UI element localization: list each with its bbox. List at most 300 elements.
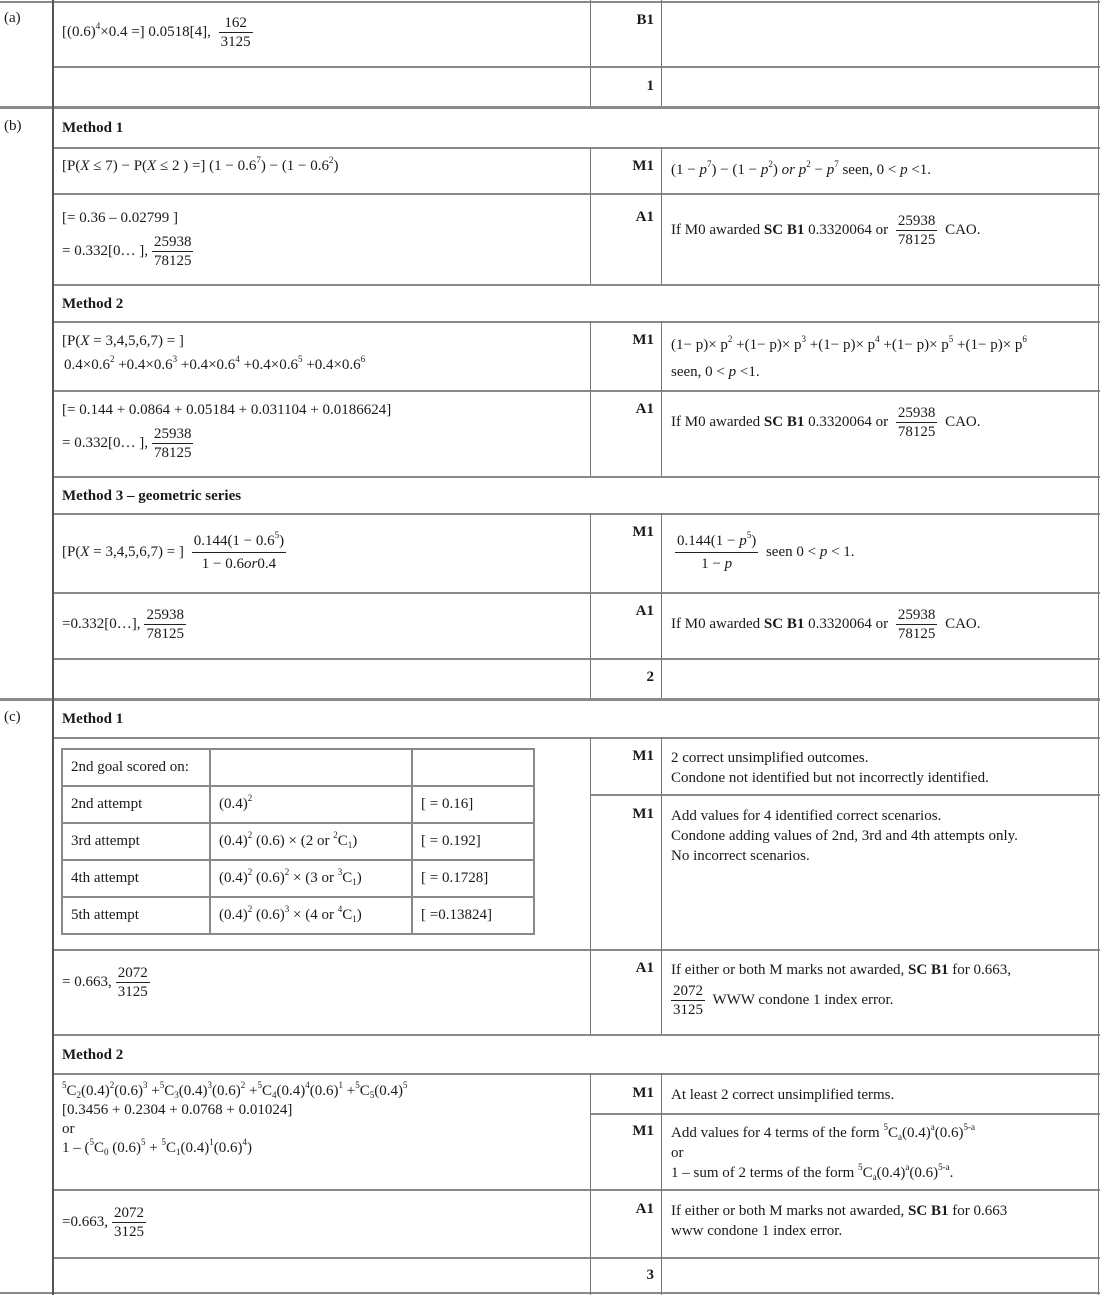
expr: − — [810, 162, 827, 178]
exponent: 5 — [274, 530, 280, 540]
exponent: a — [930, 1122, 935, 1132]
exponent: 5 — [883, 1122, 888, 1132]
var: p — [819, 543, 828, 560]
rule — [661, 321, 662, 476]
expr-cell: $(0.4)^2$ $(0.6)^3 \times (4$ or $^4C_1$) — [210, 897, 412, 934]
text: CAO. — [941, 413, 981, 430]
guidance — [671, 160, 931, 180]
table-header-row — [62, 749, 534, 786]
attempt-cell: 5th attempt — [62, 897, 210, 934]
mark: A1 — [635, 401, 654, 417]
expr: (0.6) — [309, 1083, 339, 1099]
text: or — [671, 1145, 684, 1161]
table-row — [62, 823, 534, 860]
exponent: 4 — [235, 354, 240, 364]
text: <1. — [736, 364, 760, 380]
var: p — [900, 162, 908, 178]
exponent: 2 — [806, 159, 811, 169]
fraction — [112, 1204, 146, 1241]
mark: M1 — [632, 748, 654, 764]
term — [732, 334, 807, 353]
mark: M1 — [632, 524, 654, 540]
expr: <1. — [907, 162, 932, 178]
expr: (0.6) — [252, 907, 285, 923]
scenario-table — [61, 748, 535, 935]
expr: (1 − — [671, 162, 700, 178]
rule — [590, 1113, 1100, 1115]
text: If either or both M marks not awarded, — [671, 962, 909, 978]
denominator — [192, 553, 286, 575]
rule — [52, 284, 1100, 286]
exponent: 2 — [247, 793, 253, 803]
term — [239, 354, 303, 373]
var: p — [728, 364, 737, 380]
table-header — [412, 749, 534, 786]
expr: [P( — [62, 543, 81, 560]
text: CAO. — [941, 615, 981, 632]
expr: (0.4) — [276, 1083, 306, 1099]
numerator: 25938 — [897, 213, 936, 229]
expr: C — [165, 1140, 176, 1156]
subscript: 0 — [104, 1147, 109, 1157]
rule — [52, 737, 1100, 739]
expr: +(1− p)× p — [953, 337, 1023, 353]
value-cell: [ = 0.1728] — [412, 860, 534, 897]
expr: +(1− p)× p — [732, 337, 802, 353]
value-cell: [ = 0.192] — [412, 823, 534, 860]
working-b-m3-2 — [62, 606, 190, 643]
exponent: 5 — [62, 1080, 67, 1090]
subscript: 1 — [352, 877, 357, 887]
var: p — [724, 556, 733, 572]
expr: +0.4×0.6 — [302, 357, 361, 373]
expr: = 0.332[0… ], — [62, 434, 148, 451]
exponent: 4 — [337, 904, 343, 914]
rule — [52, 1034, 1100, 1036]
working-c-m2-result — [62, 1204, 150, 1241]
term — [953, 334, 1027, 353]
expr: (0.4) — [219, 870, 248, 886]
text: SC B1 — [763, 221, 805, 238]
text: 2 correct unsimplified outcomes. — [671, 750, 869, 766]
fraction — [671, 982, 705, 1019]
var: X — [80, 543, 90, 560]
numerator: 25938 — [153, 234, 192, 250]
guidance-line2 — [671, 362, 760, 382]
working-b-m1-2: [= 0.36 – 0.02799 ] — [62, 210, 178, 226]
fraction — [152, 425, 194, 462]
expr: [(0.6) — [62, 23, 96, 40]
exponent: 4 — [242, 1137, 247, 1147]
numerator: 2072 — [113, 1205, 144, 1221]
exponent: 5-a — [938, 1162, 950, 1172]
expr: C — [66, 1083, 77, 1099]
expr: ) − (1 − — [711, 162, 761, 178]
expr: 0.4×0.6 — [64, 357, 110, 373]
guidance — [671, 1123, 975, 1183]
working-b-m1-3 — [62, 233, 197, 270]
question-label-a: (a) — [4, 10, 21, 26]
exponent: a — [905, 1162, 910, 1172]
rule — [0, 106, 1100, 109]
expr: (0.6) × (2 or — [252, 833, 334, 849]
exponent: 6 — [360, 354, 366, 364]
text: SC B1 — [763, 615, 805, 632]
working-b-m2-1 — [62, 331, 184, 351]
text: If either or both M marks not awarded, — [671, 1203, 909, 1219]
text: seen 0 < — [762, 543, 820, 560]
rule — [590, 147, 591, 284]
exponent: 5 — [858, 1162, 863, 1172]
text: (0.4) — [901, 1125, 931, 1141]
exponent: 2 — [247, 904, 253, 914]
subscript: 5 — [369, 1090, 375, 1100]
text: (0.6) — [934, 1125, 964, 1141]
text: for 0.663 — [948, 1203, 1008, 1219]
expr: 0.4 — [257, 556, 277, 572]
rule — [590, 737, 591, 1034]
text: Add values for 4 terms of the form — [671, 1125, 884, 1141]
var: p — [739, 533, 747, 549]
table-row — [62, 897, 534, 934]
rule — [52, 513, 1100, 515]
exponent: 3 — [337, 867, 343, 877]
expr: = 3,4,5,6,7) = ] — [89, 543, 184, 560]
guidance — [671, 748, 989, 788]
expr: × (4 or — [289, 907, 338, 923]
total-a: 1 — [646, 78, 654, 94]
exponent: 2 — [247, 830, 253, 840]
exponent: 2 — [329, 155, 334, 165]
expr: (0.6) — [213, 1140, 243, 1156]
rule — [0, 1, 1100, 3]
working-b-m2-3: [= 0.144 + 0.0864 + 0.05184 + 0.031104 + 0.0186624] — [62, 402, 392, 418]
exponent: 5 — [402, 1080, 408, 1090]
table-header — [210, 749, 412, 786]
numerator: 162 — [219, 14, 253, 33]
expr: seen, 0 < — [838, 162, 901, 178]
attempt-cell: 3rd attempt — [62, 823, 210, 860]
expr: ) — [247, 1140, 252, 1156]
expr: =0.332[0…], — [62, 615, 141, 632]
numerator: 2072 — [117, 965, 148, 981]
fraction — [896, 212, 938, 249]
rule — [590, 1073, 591, 1295]
method-heading: Method 3 – geometric series — [62, 488, 242, 504]
fraction — [144, 606, 186, 643]
var: p — [760, 162, 769, 178]
expr: +(1− p)× p — [806, 337, 876, 353]
denominator: 78125 — [146, 626, 184, 642]
fraction — [192, 530, 286, 575]
exponent: 2 — [247, 867, 253, 877]
expr: (0.4) — [374, 1083, 403, 1099]
rule — [661, 0, 662, 106]
expr: ) — [772, 162, 782, 178]
exponent: 1 — [209, 1137, 214, 1147]
value-cell: [ =0.13824] — [412, 897, 534, 934]
rule — [52, 476, 1100, 478]
denominator: 78125 — [153, 253, 192, 269]
var: p — [798, 162, 807, 178]
plus-sign: + — [245, 1083, 258, 1099]
mark: M1 — [632, 1123, 654, 1139]
text: 0.3320064 or — [804, 615, 892, 632]
exponent: 4 — [305, 1080, 310, 1090]
expr: [P( — [62, 158, 81, 174]
expr: C — [337, 833, 348, 849]
text: seen, 0 < — [671, 364, 729, 380]
fraction — [219, 14, 253, 51]
subscript: 4 — [271, 1090, 277, 1100]
term — [114, 354, 178, 373]
guidance: At least 2 correct unsimplified terms. — [671, 1087, 895, 1103]
rule — [52, 66, 1100, 68]
working-b-m2-4 — [62, 425, 197, 462]
mark: M1 — [632, 1085, 654, 1101]
working-a — [62, 14, 257, 51]
var: p — [826, 162, 835, 178]
expr: ) — [356, 870, 362, 886]
numerator: 25938 — [146, 607, 184, 623]
working-c-m1-result — [62, 964, 154, 1001]
working-b-m1-1 — [62, 156, 339, 176]
subscript: a — [872, 1172, 877, 1182]
exponent: 5-a — [963, 1122, 975, 1132]
expr: ) — [279, 533, 285, 549]
numerator: 25938 — [897, 405, 936, 421]
exponent: 3 — [284, 904, 290, 914]
expr: (0.4) — [81, 1083, 110, 1099]
term — [671, 334, 733, 353]
expr-line — [62, 1139, 407, 1158]
rule — [52, 0, 54, 1295]
or: or — [243, 556, 258, 572]
expr: = 0.663, — [62, 973, 112, 990]
mark: A1 — [635, 209, 654, 225]
guidance — [671, 960, 1011, 1019]
subscript: 1 — [347, 840, 353, 850]
expr: 1 – ( — [62, 1140, 90, 1156]
expr: [P( — [62, 333, 81, 349]
numerator: 25938 — [897, 607, 936, 623]
exponent: 2 — [333, 830, 338, 840]
text: Condone not identified but not incorrectly identified. — [671, 770, 989, 786]
expr: × (3 or — [289, 870, 338, 886]
expr: C — [359, 1083, 370, 1099]
guidance — [671, 212, 981, 249]
rule — [52, 658, 1100, 660]
expr: ≤ 2 ) =] (1 − 0.6 — [156, 158, 257, 174]
guidance — [671, 530, 855, 575]
var: p — [699, 162, 707, 178]
term — [64, 354, 115, 373]
table-header: 2nd goal scored on: — [62, 749, 210, 786]
exponent: 3 — [143, 1080, 148, 1090]
text: WWW condone 1 index error. — [709, 991, 894, 1008]
exponent: 3 — [172, 354, 178, 364]
denominator: 78125 — [897, 626, 936, 642]
exponent: 5 — [355, 1080, 360, 1090]
rule — [661, 1073, 662, 1295]
mark: M1 — [632, 332, 654, 348]
rule — [0, 1292, 1100, 1294]
exponent: 5 — [89, 1137, 94, 1147]
exponent: 2 — [109, 1080, 115, 1090]
attempt-cell: 4th attempt — [62, 860, 210, 897]
denominator: 78125 — [897, 232, 936, 248]
guidance — [671, 404, 981, 441]
working-b-m2-2 — [64, 355, 365, 375]
exponent: 2 — [727, 334, 733, 344]
exponent: 3 — [801, 334, 807, 344]
expr: 1 − 0.6 — [201, 556, 244, 572]
expr: C — [261, 1083, 272, 1099]
expr: (0.4) — [178, 1083, 208, 1099]
exponent: 5 — [141, 1137, 146, 1147]
rule — [52, 592, 1100, 594]
expr: + — [145, 1140, 162, 1156]
expr: +0.4×0.6 — [114, 357, 173, 373]
working-b-m3-1 — [62, 530, 290, 575]
exponent: 7 — [256, 155, 261, 165]
method-heading: Method 2 — [62, 296, 124, 312]
subscript: 2 — [76, 1090, 82, 1100]
exponent: 5 — [746, 530, 752, 540]
denominator: 78125 — [897, 424, 936, 440]
expr: +0.4×0.6 — [239, 357, 298, 373]
expr: (1− p)× p — [671, 337, 728, 353]
exponent: 4 — [95, 20, 101, 31]
numerator — [192, 530, 286, 553]
subscript: 1 — [352, 914, 357, 924]
expr: (0.4) — [180, 1140, 210, 1156]
numerator: 2072 — [673, 983, 703, 999]
guidance — [671, 806, 1018, 866]
text: No incorrect scenarios. — [671, 848, 810, 864]
denominator: 3125 — [113, 1224, 144, 1240]
rule — [590, 794, 1100, 796]
text: for 0.663, — [948, 962, 1011, 978]
text: Condone adding values of 2nd, 3rd and 4th attempts only. — [671, 828, 1018, 844]
subscript: 1 — [176, 1147, 181, 1157]
exponent: 5 — [948, 334, 954, 344]
subscript: a — [897, 1132, 902, 1142]
exponent: 4 — [875, 334, 880, 344]
exponent: 1 — [338, 1080, 343, 1090]
text: Add values for 4 identified correct scenarios. — [671, 808, 942, 824]
term — [177, 354, 240, 373]
subscript: 3 — [174, 1090, 179, 1100]
rule — [52, 949, 1100, 951]
method-heading: Method 1 — [62, 711, 124, 727]
expr: (0.6) — [108, 1140, 142, 1156]
question-label-c: (c) — [4, 709, 21, 725]
exponent: 7 — [834, 159, 839, 169]
expr: ) — [333, 158, 339, 174]
var: X — [147, 158, 157, 174]
fraction — [896, 606, 938, 643]
text: SC B1 — [908, 962, 949, 978]
table-row — [62, 786, 534, 823]
rule — [52, 321, 1100, 323]
text: If M0 awarded — [671, 615, 764, 632]
method-heading: Method 1 — [62, 120, 124, 136]
expr: = 3,4,5,6,7) = ] — [89, 333, 184, 349]
expr: (0.6) — [114, 1083, 144, 1099]
fraction — [116, 964, 150, 1001]
plus-sign: + — [147, 1083, 160, 1099]
expr: ) — [352, 833, 358, 849]
rule — [52, 1189, 1100, 1191]
total-b: 2 — [646, 669, 654, 685]
expr-cell: $(0.4)^2$ $(0.6)^2 \times (3$ or $^3C_1$) — [210, 860, 412, 897]
exponent: 2 — [284, 867, 290, 877]
exponent: 5 — [159, 1080, 165, 1090]
numerator — [675, 530, 758, 553]
expr-line: [0.3456 + 0.2304 + 0.0768 + 0.01024] — [62, 1102, 293, 1118]
text: SC B1 — [908, 1203, 949, 1219]
expr: C — [94, 1140, 105, 1156]
mark: A1 — [635, 960, 654, 976]
numerator: 25938 — [153, 426, 192, 442]
exponent: 5 — [257, 1080, 262, 1090]
rule — [52, 390, 1100, 392]
text: www condone 1 index error. — [671, 1223, 843, 1239]
text: (0.4) — [876, 1165, 906, 1181]
or: or — [781, 162, 795, 178]
expr-cell — [210, 786, 412, 823]
expr: +0.4×0.6 — [177, 357, 236, 373]
text: C — [862, 1165, 873, 1181]
denominator: 3125 — [673, 1002, 703, 1018]
text: . — [949, 1165, 954, 1181]
text: 1 – sum of 2 terms of the form — [671, 1165, 859, 1181]
expr: +(1− p)× p — [879, 337, 949, 353]
text: (0.6) — [909, 1165, 939, 1181]
rule — [1098, 0, 1099, 1295]
exponent: 5 — [161, 1137, 166, 1147]
guidance — [671, 335, 1027, 355]
text: If M0 awarded — [671, 413, 764, 430]
rule — [590, 0, 591, 106]
rule — [52, 1257, 1100, 1259]
expr: ×0.4 =] 0.0518[4], — [100, 23, 215, 40]
mark: M1 — [632, 158, 654, 174]
var: X — [80, 158, 90, 174]
mark: A1 — [635, 1201, 654, 1217]
text: CAO. — [941, 221, 981, 238]
rule — [52, 147, 1100, 149]
attempt-cell: 2nd attempt — [62, 786, 210, 823]
expr: = 0.332[0… ], — [62, 242, 148, 259]
expr: (0.4) — [219, 796, 248, 812]
rule — [590, 321, 591, 476]
text: 0.3320064 or — [804, 221, 892, 238]
expr: (0.4) — [219, 833, 248, 849]
term — [806, 334, 880, 353]
var: X — [80, 333, 90, 349]
expr: ) — [751, 533, 757, 549]
expr: 1 − — [701, 556, 725, 572]
exponent: 7 — [706, 159, 712, 169]
rule — [661, 147, 662, 284]
rule — [661, 737, 662, 1034]
text: C — [887, 1125, 898, 1141]
rule — [0, 698, 1100, 701]
mark: M1 — [632, 806, 654, 822]
question-label-b: (b) — [4, 118, 22, 134]
